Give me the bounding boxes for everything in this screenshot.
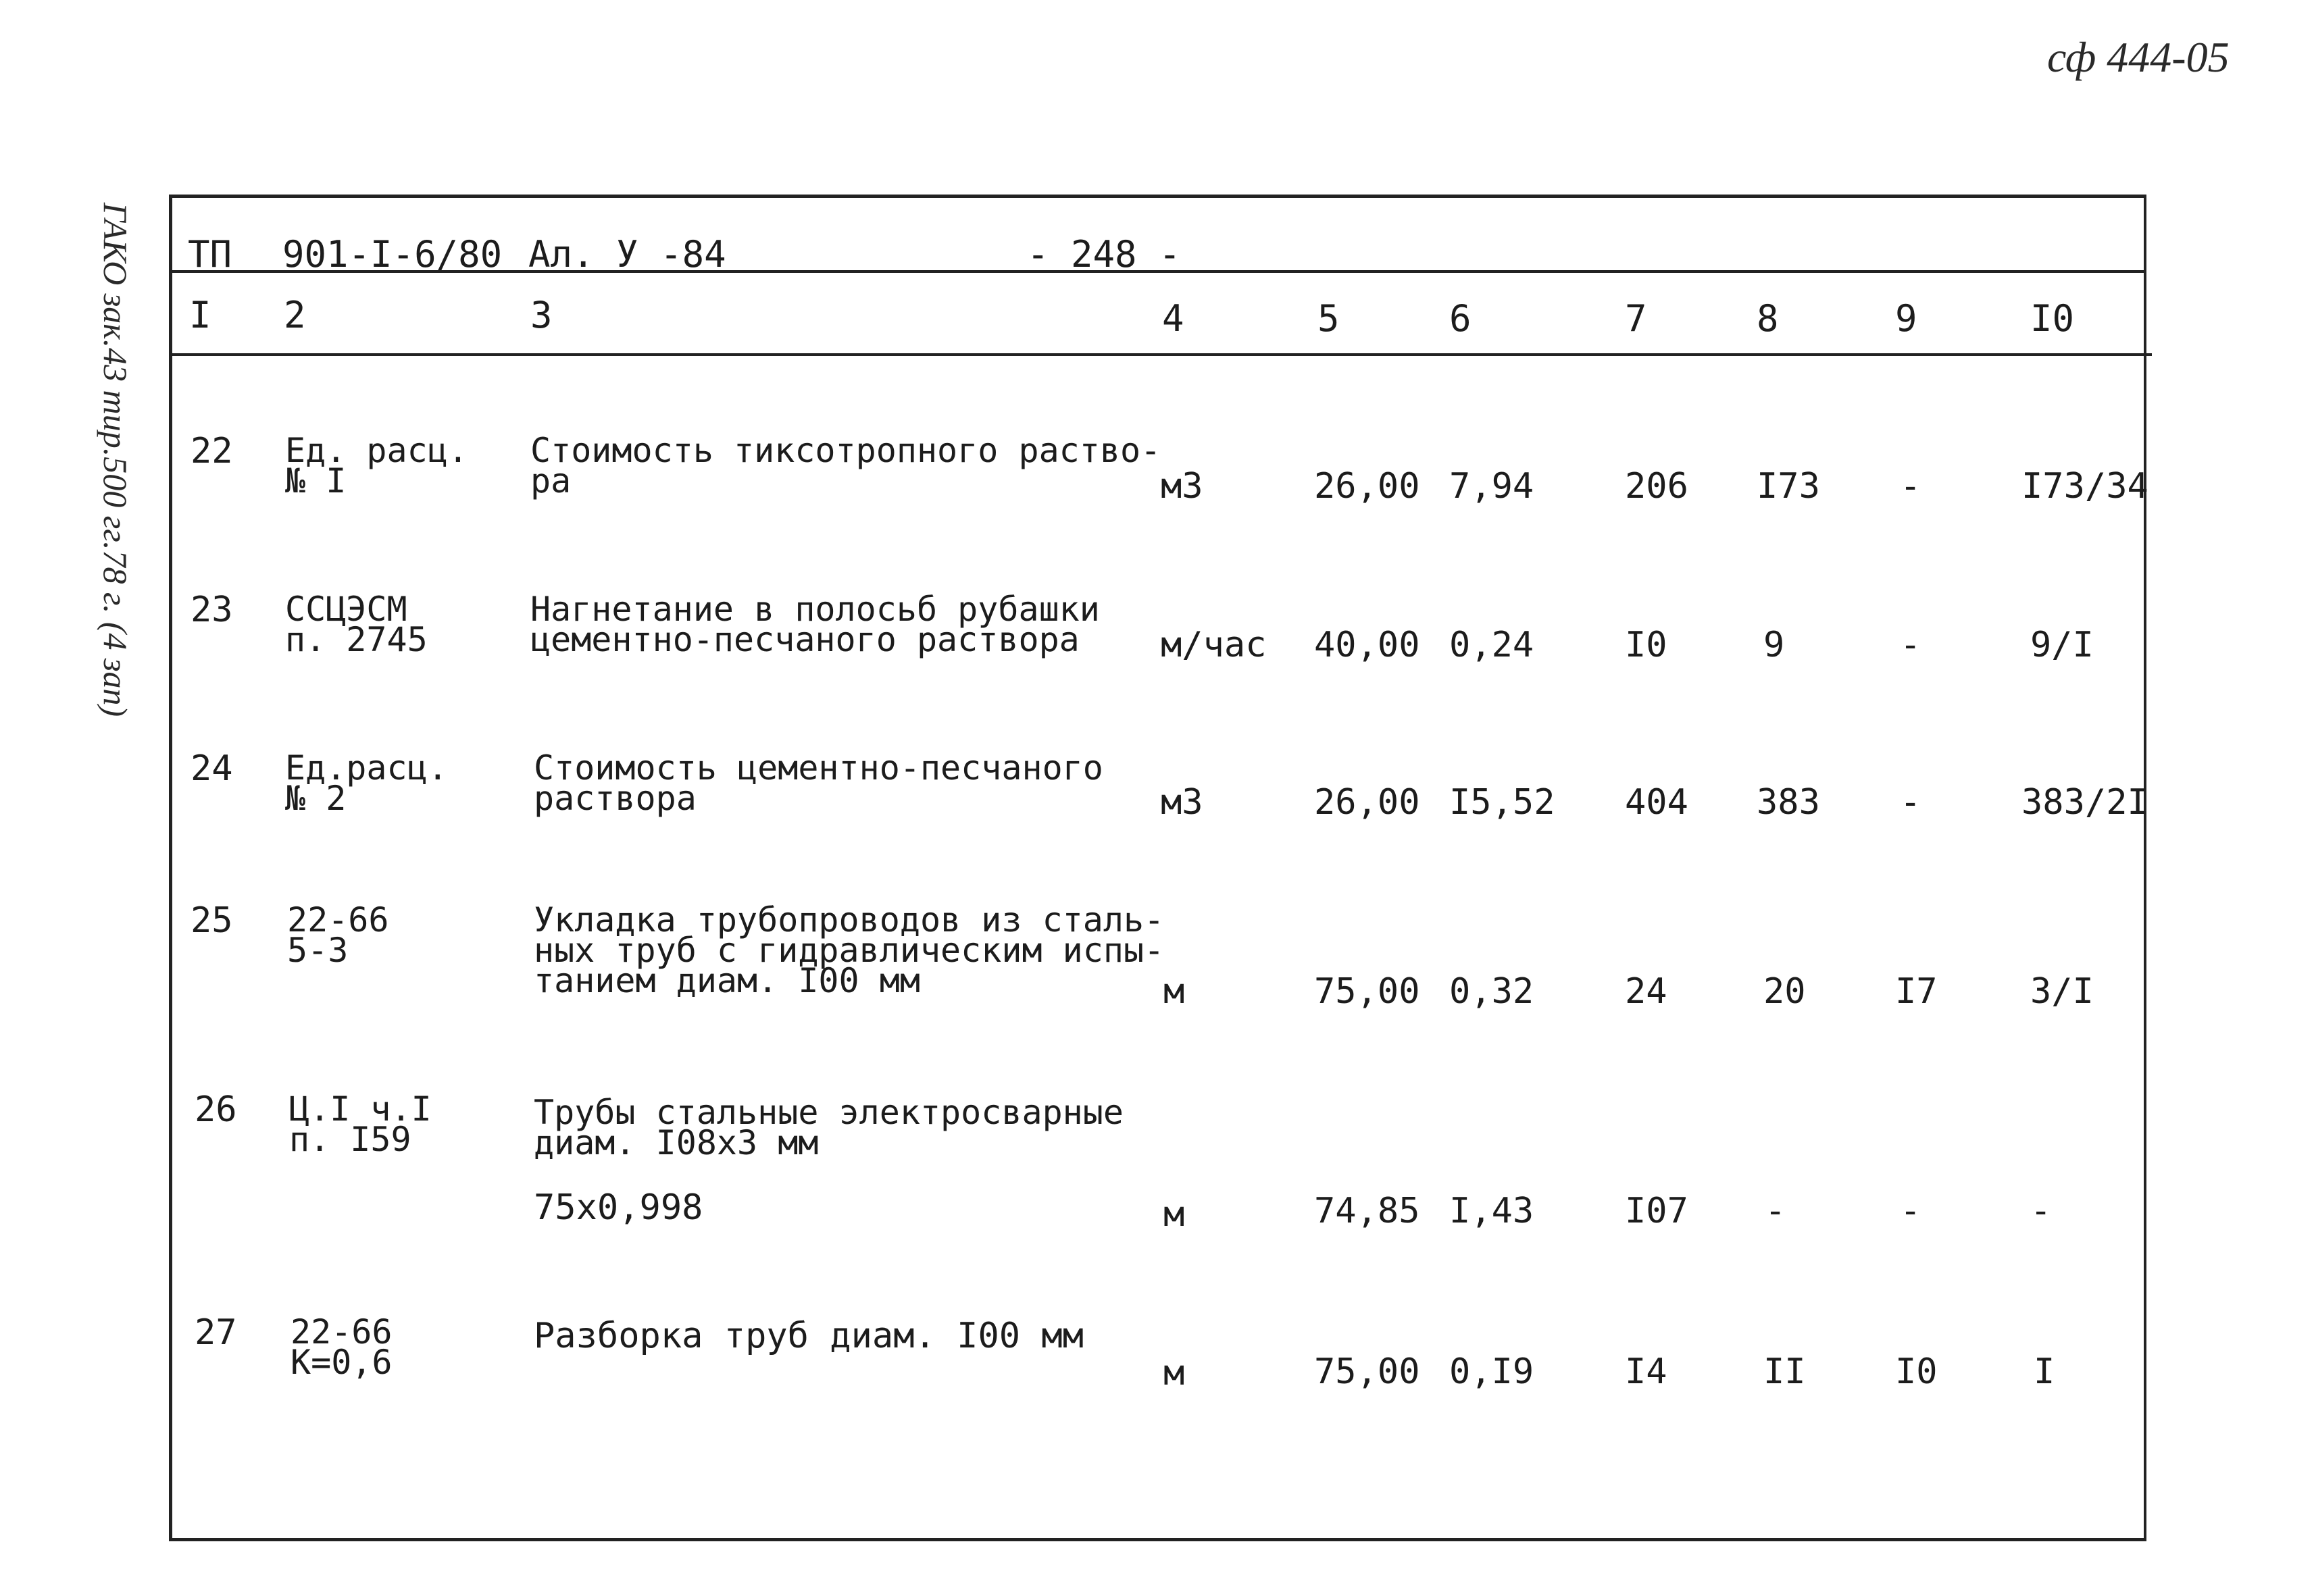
row-quantity: 40,00 bbox=[1314, 625, 1420, 665]
row-col9: - bbox=[1900, 1191, 1921, 1231]
row-reference: Ед.расц. № 2 bbox=[285, 748, 448, 818]
row-col7: 24 bbox=[1625, 971, 1667, 1012]
row-reference: ССЦЭСМ п. 2745 bbox=[285, 590, 428, 659]
row-description: Трубы стальные электросварные диам. I08х3 мм bbox=[534, 1093, 1124, 1162]
row-unit-price: 7,94 bbox=[1449, 466, 1534, 507]
row-quantity: 26,00 bbox=[1314, 782, 1420, 823]
col-header-8: 8 bbox=[1757, 297, 1779, 340]
col-header-5: 5 bbox=[1317, 297, 1340, 340]
row-col10: I bbox=[2034, 1352, 2055, 1392]
row-calculation: 75х0,998 bbox=[534, 1187, 703, 1228]
row-description: Стоимость цементно-песчаного раствора bbox=[534, 748, 1103, 818]
row-unit: м3 bbox=[1161, 466, 1203, 507]
col-header-2: 2 bbox=[284, 294, 306, 336]
row-number: 25 bbox=[191, 900, 233, 941]
row-quantity: 75,00 bbox=[1314, 1352, 1420, 1392]
series-label: ТП bbox=[188, 233, 232, 276]
col-header-10: I0 bbox=[2030, 297, 2075, 340]
row-col10: - bbox=[2030, 1191, 2052, 1231]
row-unit-price: 0,32 bbox=[1449, 971, 1534, 1012]
column-header-rule bbox=[169, 353, 2152, 356]
row-col8: I73 bbox=[1757, 466, 1820, 507]
row-unit-price: 0,24 bbox=[1449, 625, 1534, 665]
row-unit: м/час bbox=[1161, 625, 1267, 665]
row-number: 22 bbox=[191, 431, 233, 471]
row-quantity: 74,85 bbox=[1314, 1191, 1420, 1231]
document-code: сф 444-05 bbox=[2047, 33, 2230, 81]
row-col9: - bbox=[1900, 625, 1921, 665]
row-col9: - bbox=[1900, 466, 1921, 507]
row-col8: 20 bbox=[1763, 971, 1806, 1012]
row-col7: I4 bbox=[1625, 1352, 1667, 1392]
row-col9: I7 bbox=[1895, 971, 1938, 1012]
col-header-7: 7 bbox=[1625, 297, 1647, 340]
row-col7: 404 bbox=[1625, 782, 1688, 823]
col-header-6: 6 bbox=[1449, 297, 1472, 340]
row-number: 23 bbox=[191, 590, 233, 630]
row-quantity: 75,00 bbox=[1314, 971, 1420, 1012]
row-number: 24 bbox=[191, 748, 233, 789]
row-col8: 383 bbox=[1757, 782, 1820, 823]
row-reference: 22-66 5-3 bbox=[287, 900, 389, 970]
row-col7: 206 bbox=[1625, 466, 1688, 507]
row-unit: м bbox=[1163, 971, 1185, 1012]
printing-note: ГАКО зак.43 тир.500 гг.78 г. (4 зап) bbox=[97, 203, 134, 717]
row-col9: I0 bbox=[1895, 1352, 1938, 1392]
row-reference: Ц.I ч.I п. I59 bbox=[289, 1089, 432, 1159]
row-reference: 22-66 К=0,6 bbox=[291, 1312, 393, 1382]
row-col8: 9 bbox=[1763, 625, 1785, 665]
row-col10: 9/I bbox=[2030, 625, 2094, 665]
row-description: Укладка трубопроводов из сталь- ных труб с гидравлическим испы- танием диам. I00 мм bbox=[534, 900, 1165, 1000]
row-unit: м bbox=[1163, 1194, 1185, 1235]
col-header-1: I bbox=[189, 294, 211, 336]
row-reference: Ед. расц. № I bbox=[285, 431, 468, 500]
row-unit: м bbox=[1163, 1353, 1185, 1393]
row-description: Разборка труб диам. I00 мм bbox=[534, 1316, 1084, 1356]
row-col7: I0 bbox=[1625, 625, 1667, 665]
page-number: - 248 - bbox=[1027, 233, 1181, 276]
row-col8: - bbox=[1765, 1191, 1786, 1231]
row-description: Стоимость тиксотропного раство- ра bbox=[530, 431, 1161, 500]
row-unit-price: 0,I9 bbox=[1449, 1352, 1534, 1392]
row-description: Нагнетание в полосьб рубашки цементно-песчаного раствора bbox=[530, 590, 1100, 659]
row-unit-price: I,43 bbox=[1449, 1191, 1534, 1231]
row-col8: II bbox=[1763, 1352, 1806, 1392]
row-unit-price: I5,52 bbox=[1449, 782, 1555, 823]
row-col10: 383/2I bbox=[2021, 782, 2148, 823]
row-col10: I73/34 bbox=[2021, 466, 2148, 507]
row-number: 27 bbox=[195, 1312, 237, 1353]
row-number: 26 bbox=[195, 1089, 237, 1130]
row-col9: - bbox=[1900, 782, 1921, 823]
table-frame bbox=[169, 195, 2146, 1541]
col-header-3: 3 bbox=[530, 294, 553, 336]
row-quantity: 26,00 bbox=[1314, 466, 1420, 507]
project-number: 901-I-6/80 bbox=[282, 233, 503, 276]
row-col10: 3/I bbox=[2030, 971, 2094, 1012]
album-label: Ал. У -84 bbox=[528, 233, 726, 276]
row-unit: м3 bbox=[1161, 782, 1203, 823]
col-header-9: 9 bbox=[1895, 297, 1917, 340]
row-col7: I07 bbox=[1625, 1191, 1688, 1231]
col-header-4: 4 bbox=[1162, 297, 1184, 340]
